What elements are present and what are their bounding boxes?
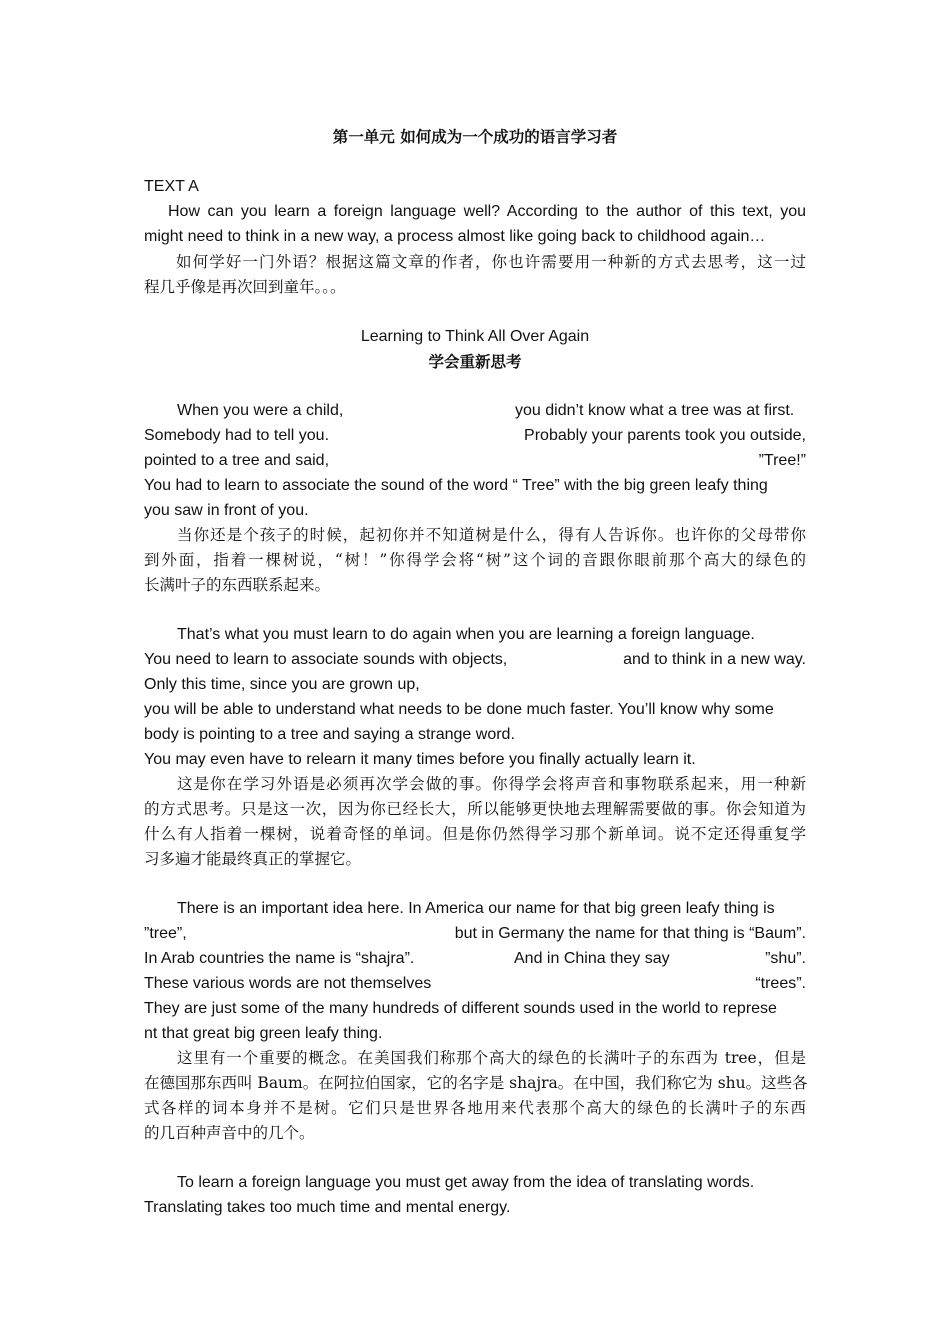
unit-title: 第一单元 如何成为一个成功的语言学习者 — [332, 127, 618, 146]
p1-en-line-2b: Probably your parents took you outside, — [524, 427, 806, 444]
p3-en-line-5: They are just some of the many hundreds of different sounds used in the world to represe — [144, 1000, 777, 1017]
text-label: TEXT A — [144, 178, 199, 195]
p4-en-line-1: To learn a foreign language you must get away from the idea of translating words. — [177, 1174, 755, 1191]
p1-en-line-5: you saw in front of you. — [144, 502, 309, 519]
p2-en-line-1: That’s what you must learn to do again when you are learning a foreign language. — [177, 626, 755, 643]
p3-en-line-2b: but in Germany the name for that thing is “Baum”. — [454, 925, 806, 942]
p1-zh-line-1: 当你还是个孩子的时候，起初你并不知道树是什么，得有人告诉你。也许你的父母带你 — [177, 526, 806, 544]
p3-en-line-4b: “trees”. — [755, 975, 806, 992]
p3-en-line-4a: These various words are not themselves — [144, 975, 432, 992]
p2-en-line-6: You may even have to relearn it many times before you finally actually learn it. — [144, 751, 696, 768]
p1-en-line-4: You had to learn to associate the sound of the word “ Tree” with the big green leafy thing — [144, 477, 768, 494]
p2-en-line-3: Only this time, since you are grown up, — [144, 676, 420, 693]
p1-en-line-1b: you didn’t know what a tree was at first. — [515, 402, 795, 419]
p3-en-line-3b: And in China they say — [514, 950, 670, 967]
p3-en-line-3c: ”shu”. — [765, 950, 806, 967]
intro-zh-line-1: 如何学好一门外语？根据这篇文章的作者，你也许需要用一种新的方式去思考，这一过 — [176, 253, 806, 271]
p2-en-line-2b: and to think in a new way. — [623, 651, 806, 668]
p1-en-line-3b: ”Tree!” — [758, 452, 806, 469]
p2-zh-line-3: 什么有人指着一棵树，说着奇怪的单词。但是你仍然得学习那个新单词。说不定还得重复学 — [144, 825, 806, 843]
intro-en-line-2: might need to think in a new way, a process almost like going back to childhood again… — [144, 228, 766, 245]
p4-en-line-2: Translating takes too much time and mental energy. — [144, 1199, 511, 1216]
p3-en-line-2a: ”tree”, — [144, 925, 187, 942]
p1-en-line-1a: When you were a child, — [177, 402, 344, 419]
p3-en-line-1: There is an important idea here. In America our name for that big green leafy thing is — [177, 900, 775, 917]
p2-en-line-4: you will be able to understand what needs to be done much faster. You’ll know why some — [144, 701, 774, 718]
p2-en-line-5: body is pointing to a tree and saying a strange word. — [144, 726, 515, 743]
p3-zh-line-2: 在德国那东西叫 Baum。在阿拉伯国家，它的名字是 shajra。在中国，我们称它为 shu。这些各 — [144, 1074, 808, 1092]
p3-zh-line-1: 这里有一个重要的概念。在美国我们称那个高大的绿色的长满叶子的东西为 tree，但是 — [177, 1049, 806, 1067]
article-title-zh: 学会重新思考 — [428, 352, 522, 371]
p2-zh-line-1: 这是你在学习外语是必须再次学会做的事。你得学会将声音和事物联系起来，用一种新 — [177, 775, 806, 793]
p3-zh-line-4: 的几百种声音中的几个。 — [144, 1124, 315, 1142]
p1-en-line-3a: pointed to a tree and said, — [144, 452, 330, 469]
p1-zh-line-3: 长满叶子的东西联系起来。 — [144, 576, 331, 594]
p3-zh-line-3: 式各样的词本身并不是树。它们只是世界各地用来代表那个高大的绿色的长满叶子的东西 — [144, 1099, 806, 1117]
article-title-en: Learning to Think All Over Again — [360, 328, 590, 345]
p2-en-line-2a: You need to learn to associate sounds with objects, — [144, 651, 508, 668]
p2-zh-line-2: 的方式思考。只是这一次，因为你已经长大，所以能够更快地去理解需要做的事。你会知道为 — [144, 800, 806, 818]
p3-en-line-6: nt that great big green leafy thing. — [144, 1025, 383, 1042]
p3-en-line-3a: In Arab countries the name is “shajra”. — [144, 950, 415, 967]
intro-en-line-1: How can you learn a foreign language well? According to the author of this text, you — [168, 203, 806, 220]
p2-zh-line-4: 习多遍才能最终真正的掌握它。 — [144, 850, 362, 868]
intro-zh-line-2: 程几乎像是再次回到童年。。。 — [144, 278, 346, 296]
p1-en-line-2a: Somebody had to tell you. — [144, 427, 330, 444]
p1-zh-line-2: 到外面，指着一棵树说，“树！”你得学会将“树”这个词的音跟你眼前那个高大的绿色的 — [144, 551, 806, 569]
